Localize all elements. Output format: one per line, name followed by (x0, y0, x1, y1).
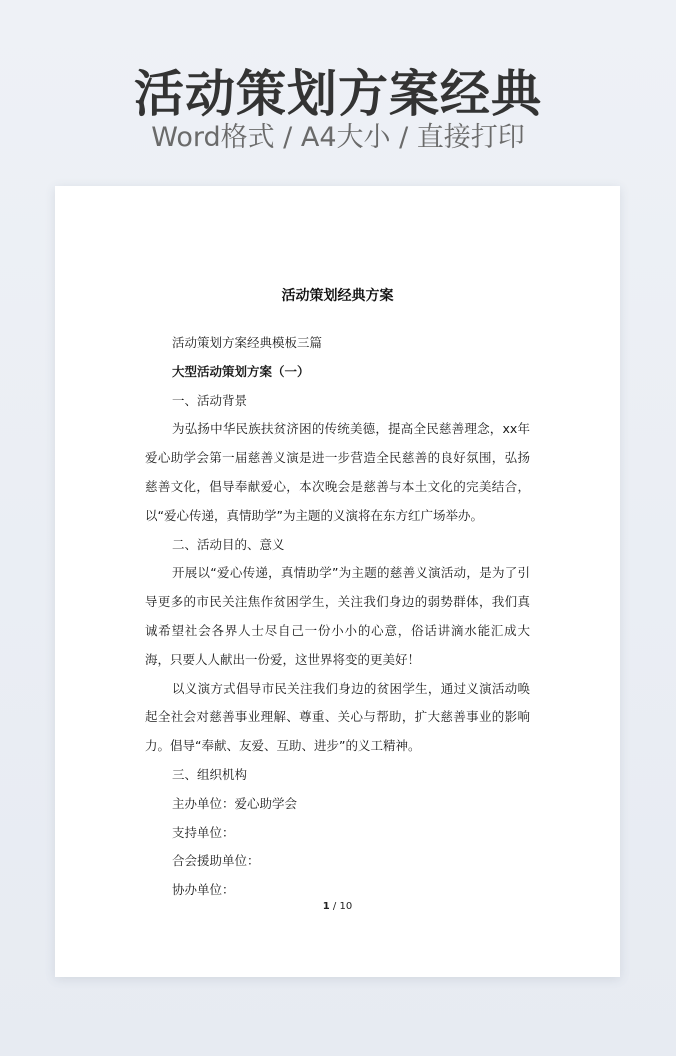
paragraph-background: 为弘扬中华民族扶贫济困的传统美德，提高全民慈善理念，xx年爱心助学会第一届慈善义演是进一步营造全民慈善的良好氛围，弘扬慈善文化，倡导奉献爱心，本次晚会是慈善与本土文化的完美结合，以“爱心传递，真情助学”为主题的义演将在东方红广场举办。 (145, 421, 530, 523)
banner-subtitle: Word格式 / A4大小 / 直接打印 (151, 122, 525, 153)
subtitle-paragraph: 活动策划方案经典模板三篇 (172, 335, 323, 350)
page-number-separator: / (329, 901, 340, 912)
total-pages-number: 10 (339, 901, 353, 912)
page-number (55, 900, 620, 914)
line-co-organizer: 协办单位： (172, 882, 235, 898)
line-aid-unit: 合会援助单位： (172, 853, 260, 869)
document-page (55, 186, 620, 977)
banner-title: 活动策划方案经典 (134, 65, 542, 123)
line-organizer: 主办单位：爱心助学会 (172, 795, 298, 811)
paragraph-significance: 以义演方式倡导市民关注我们身边的贫困学生，通过义演活动唤起全社会对慈善事业理解、尊重、关心与帮助，扩大慈善事业的影响力。倡导“奉献、友爱、互助、进步”的义工精神。 (145, 680, 530, 754)
heading-organization: 三、组织机构 (172, 766, 248, 782)
section-heading-plan-one: 大型活动策划方案（一） (172, 363, 310, 379)
paragraph-purpose: 开展以“爱心传递，真情助学”为主题的慈善义演活动，是为了引导更多的市民关注焦作贫困学生，关注我们身边的弱势群体，我们真诚希望社会各界人士尽自己一份小小的心意，俗话讲滴水能汇成大海，只要人人献出一份爱，这世界将变的更美好！ (145, 565, 530, 667)
heading-activity-background: 一、活动背景 (172, 392, 248, 408)
current-page-number: 1 (322, 901, 330, 912)
document-body (145, 329, 530, 905)
document-title: 活动策划经典方案 (281, 288, 394, 304)
line-supporter: 支持单位： (172, 824, 235, 840)
heading-purpose-significance: 二、活动目的、意义 (172, 536, 285, 552)
